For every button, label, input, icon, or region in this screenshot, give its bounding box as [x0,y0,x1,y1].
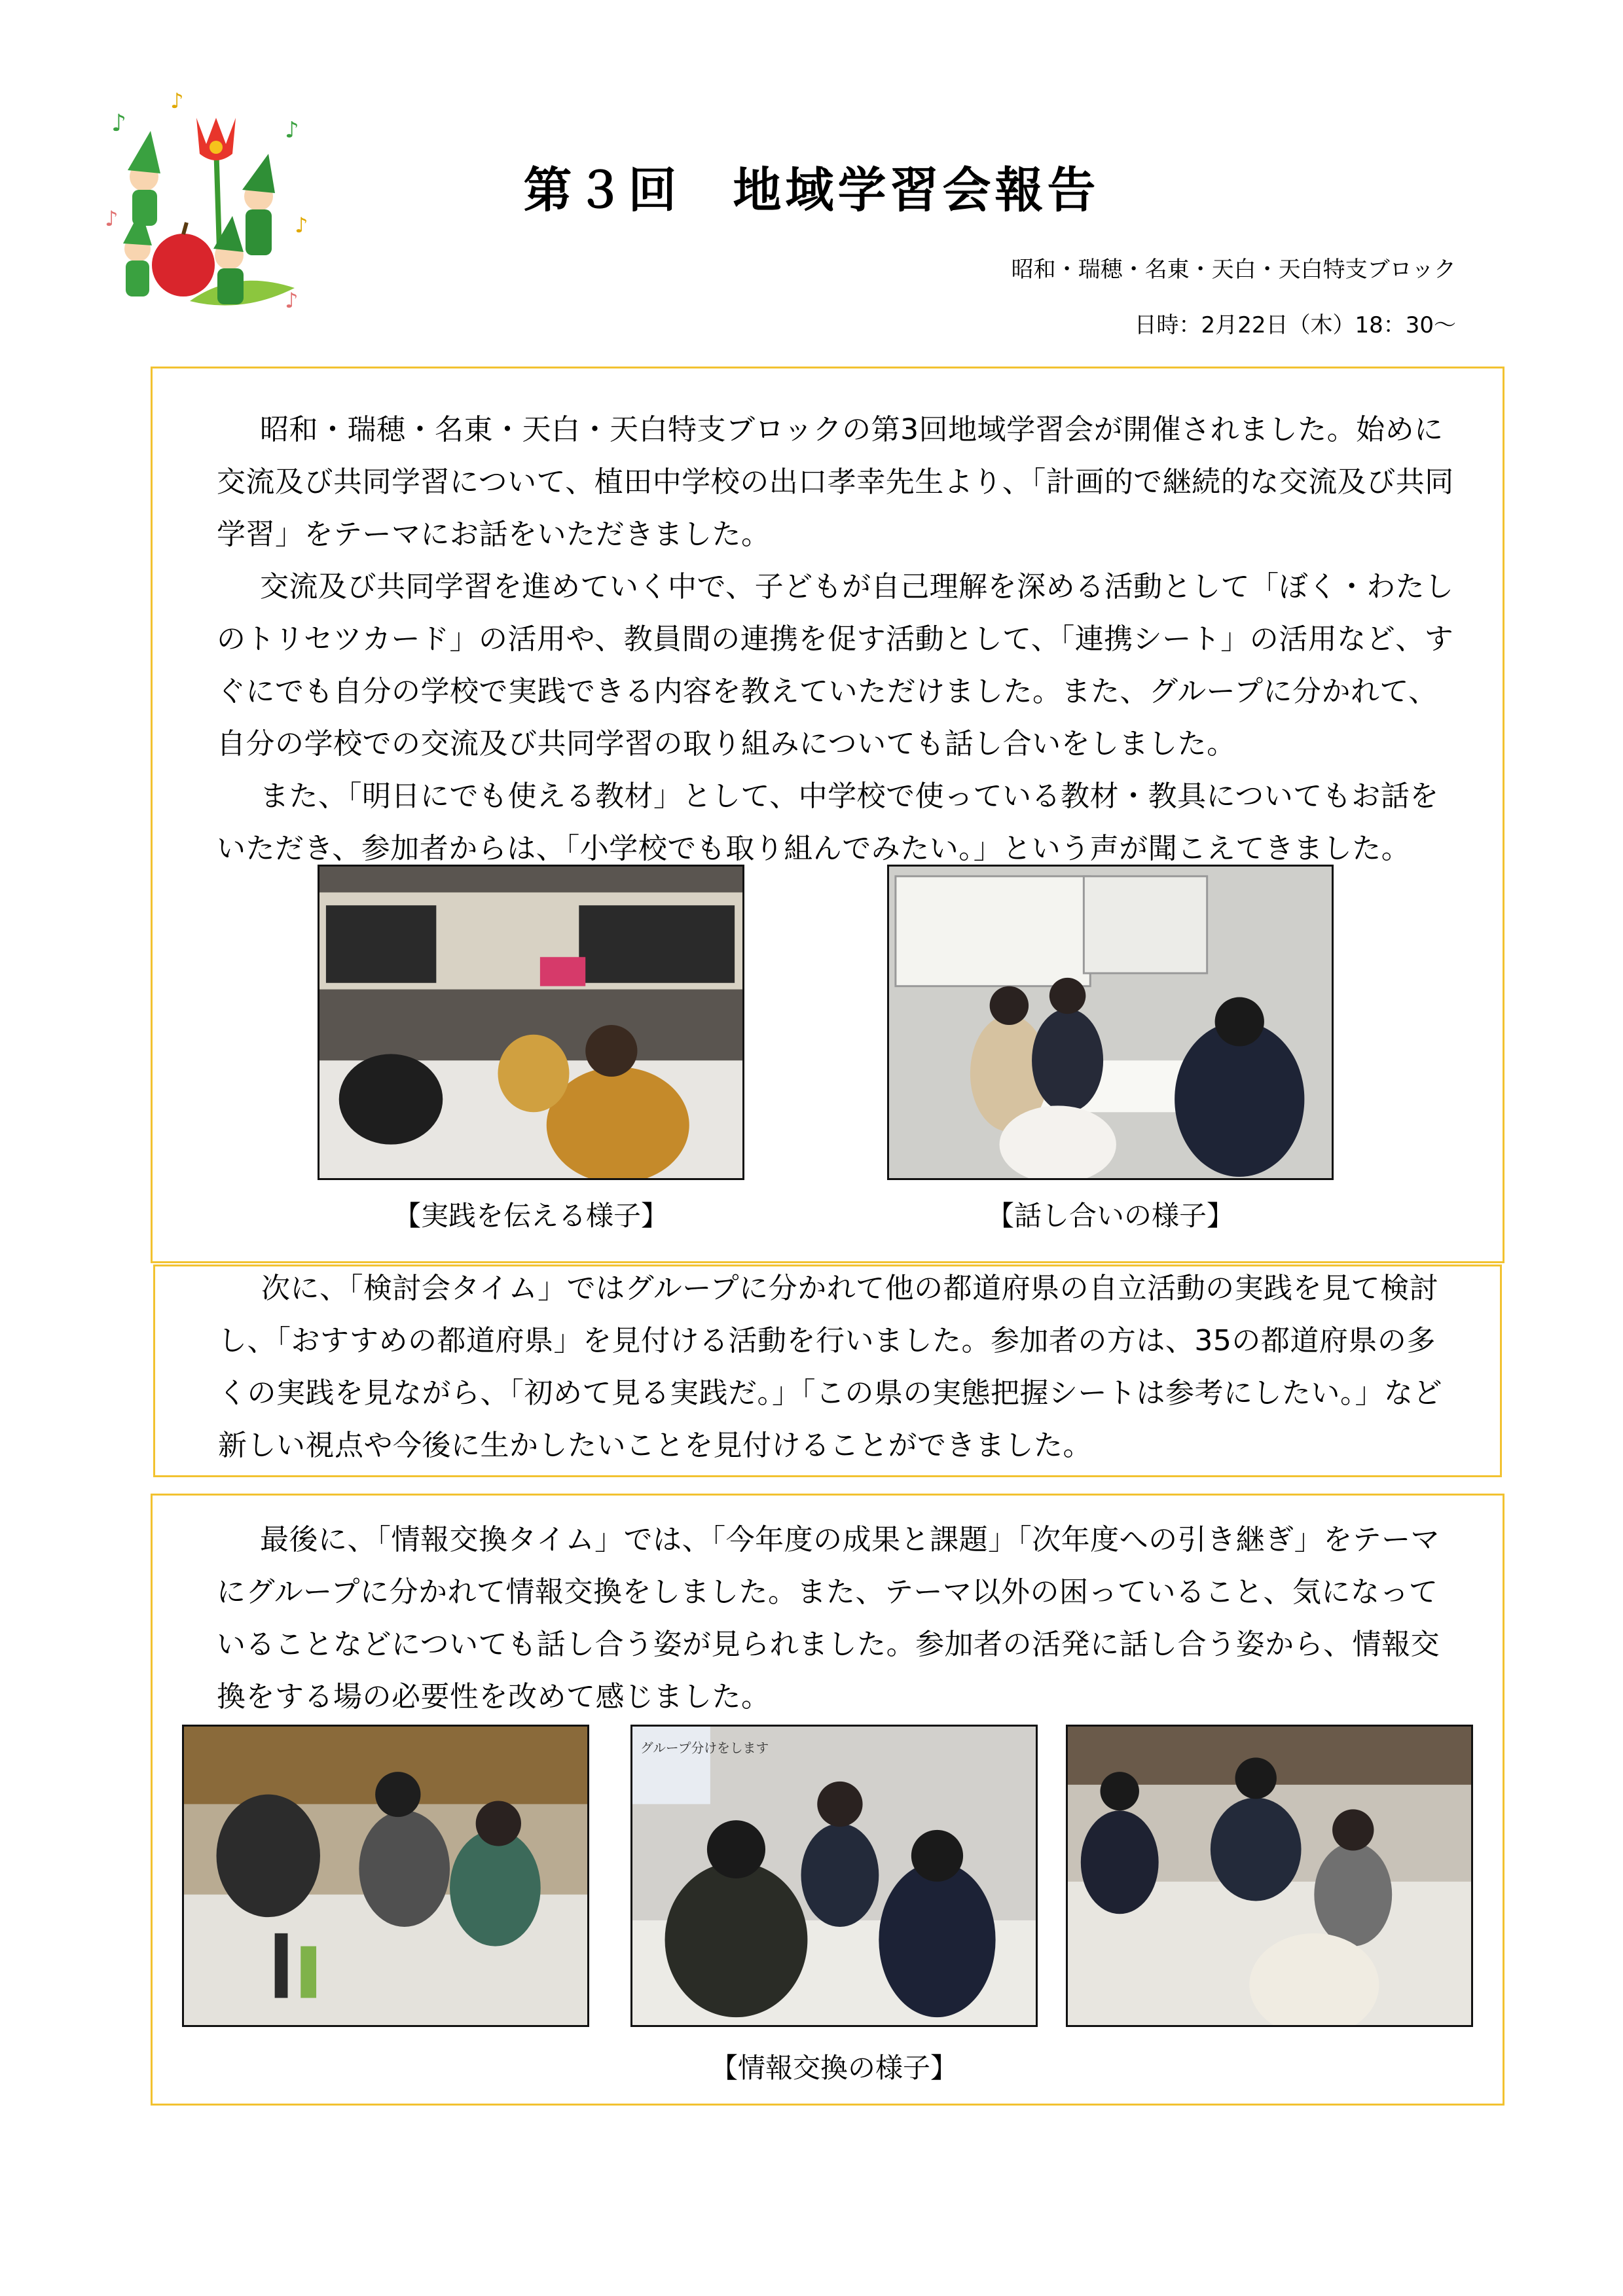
svg-text:♪: ♪ [285,117,299,143]
slide-text: グループ分けをします [640,1740,769,1756]
section-lecture [151,367,1504,1263]
section-info-exchange [151,1494,1504,2106]
event-datetime: 日時：2月22日（木）18：30～ [1134,312,1456,338]
page-title: 第３回 地域学習会報告 [523,162,1100,219]
photo-caption: 【情報交換の様子】 [710,2052,958,2084]
paragraph: 交流及び共同学習を進めていく中で、子どもが自己理解を深める活動として「ぼく・わたしのトリセツカード」の活用や、教員間の連携を促す活動として、「連携シート」の活用など、すぐにでも自分の学校で実践できる内容を教えていただけました。また、グループに分かれて、自分の学校での交流及び共同学習の取り組みについても話し合いをしました。 [217,570,1454,761]
photo-discussion [887,865,1334,1180]
paragraph: 昭和・瑞穂・名東・天白・天白特支ブロックの第3回地域学習会が開催されました。始めに交流及び共同学習について、植田中学校の出口孝幸先生より、「計画的で継続的な交流及び共同学習」をテーマにお話をいただきました。 [217,413,1454,551]
photo-exchange-1 [182,1725,589,2027]
photo-exchange-3 [1066,1725,1473,2027]
paragraph: また、「明日にでも使える教材」として、中学校で使っている教材・教具についてもお話をいただき、参加者からは、「小学校でも取り組んでみたい。」という声が聞こえてきました。 [217,780,1439,865]
svg-text:♪: ♪ [105,206,119,231]
section-review-time [153,1265,1502,1477]
svg-text:♪: ♪ [111,110,126,137]
photo-lecture [318,865,744,1180]
svg-text:♪: ♪ [285,288,299,313]
paragraph: 次に、「検討会タイム」ではグループに分かれて他の都道府県の自立活動の実践を見て検討し、「おすすめの都道府県」を見付ける活動を行いました。参加者の方は、35の都道府県の多くの実践を見ながら、「初めて見る実践だ。」「この県の実態把握シートは参考にしたい。」など新しい視点や今後に生かしたいことを見付けることができました。 [218,1272,1442,1462]
block-name: 昭和・瑞穂・名東・天白・天白特支ブロック [1011,257,1456,283]
svg-text:♪: ♪ [295,213,308,238]
paragraph: 最後に、「情報交換タイム」では、「今年度の成果と課題」「次年度への引き継ぎ」をテーマにグループに分かれて情報交換をしました。また、テーマ以外の困っていること、気になっていることなどについても話し合う姿が見られました。参加者の活発に話し合う姿から、情報交換をする場の必要性を改めて感じました。 [217,1523,1440,1713]
photo-caption: 【話し合いの様子】 [986,1200,1234,1232]
photo-caption: 【実践を伝える様子】 [393,1200,668,1232]
svg-text:♪: ♪ [170,92,184,113]
photo-exchange-2 [630,1725,1038,2027]
